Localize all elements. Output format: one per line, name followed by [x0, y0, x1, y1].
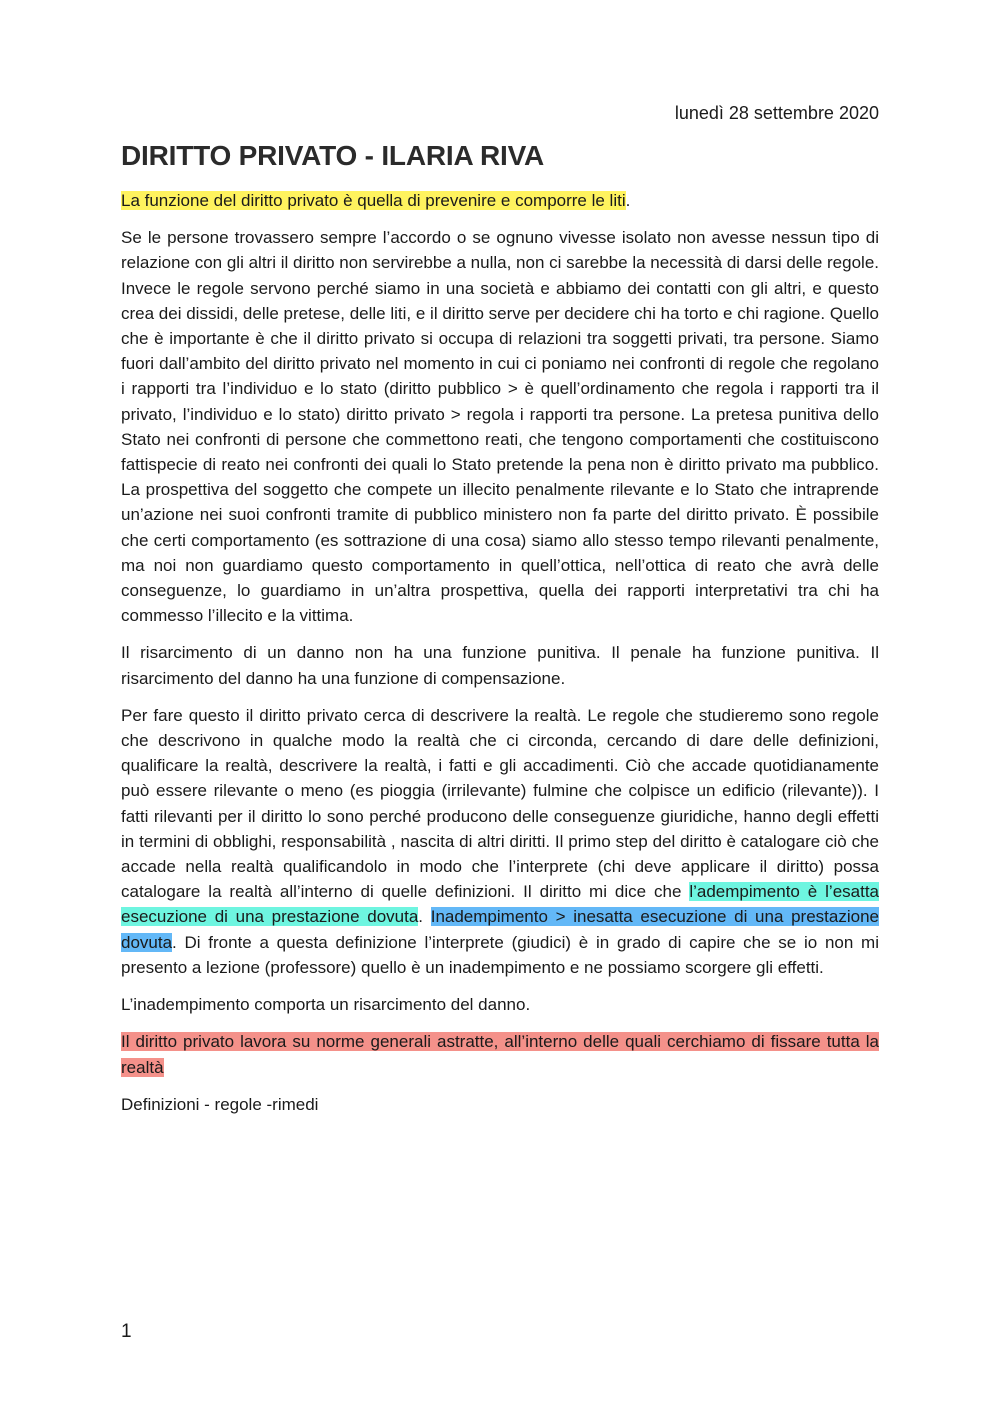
highlight-blue: Inadempimento > inesatta esecuzione di una prestazione dovuta — [121, 907, 879, 952]
paragraph-definitions-mid: . — [418, 907, 431, 927]
document-title: DIRITTO PRIVATO - ILARIA RIVA — [121, 140, 545, 171]
paragraph-breach: L’inadempimento comporta un risarcimento del danno. — [121, 995, 531, 1015]
paragraph-definitions-end: . Di fronte a questa definizione l’interprete (giudici) è in grado di capire che se io non mi presento a lezione (professore) quello è un inadempimento e ne possiamo scorgere gli effetti. — [121, 932, 879, 977]
document-body — [121, 188, 879, 1129]
paragraph-definitions-start: Per fare questo il diritto privato cerca di descrivere la realtà. Le regole che studieremo sono regole che descrivono in qualche modo la realtà che ci circonda, cercando di dare delle definizioni, qualificare la realtà, descrivere la realtà, i fatti e gli accadimenti. Ciò che accade quotidianamente può essere rilevante o meno (es pioggia (irrilevante) fulmine che colpisce un edificio (rilevante)). I fatti rilevanti per il diritto lo sono perché producono delle conseguenze giuridiche, hanno degli effetti in termini di obblighi, responsabilità , nascita di altri diritti. Il primo step del diritto è catalogare ciò che accade nella realtà qualificandolo in modo che l’interprete (chi deve applicare il diritto) possa catalogare la realtà all’interno di quelle definizioni. Il diritto mi dice che — [121, 705, 879, 902]
highlight-cyan: l’adempimento è l’esatta esecuzione di una prestazione dovuta — [121, 882, 879, 927]
paragraph-compensation: Il risarcimento di un danno non ha una funzione punitiva. Il penale ha funzione punitiva. Il risarcimento del danno ha una funzione di compensazione. — [121, 643, 879, 688]
paragraph-definitions — [121, 703, 879, 980]
paragraph-function — [121, 188, 879, 213]
paragraph-summary: Definizioni - regole -rimedi — [121, 1094, 319, 1114]
page-number: 1 — [121, 1321, 132, 1342]
document-date: lunedì 28 settembre 2020 — [674, 103, 879, 123]
paragraph-norms — [121, 1029, 879, 1079]
highlight-red: Il diritto privato lavora su norme generali astratte, all’interno delle quali cerchiamo di fissare tutta la realtà — [121, 1032, 879, 1077]
highlight-yellow: La funzione del diritto privato è quella di prevenire e comporre le liti — [121, 191, 626, 210]
paragraph-function-end: . — [625, 191, 631, 210]
paragraph-relations: Se le persone trovassero sempre l’accordo o se ognuno vivesse isolato non avesse nessun tipo di relazione con gli altri il diritto non servirebbe a nulla, non ci sarebbe la necessità di darsi delle regole. Invece le regole servono perché siamo in una società e abbiamo dei contatti con gli altri, e questo crea dei dissidi, delle pretese, delle liti, e il diritto serve per decidere chi ha torto e chi ragione. Quello che è importante è che il diritto privato si occupa di relazioni tra soggetti privati, tra persone. Siamo fuori dall’ambito del diritto privato nel momento in cui ci poniamo nei confronti di regole che regolano i rapporti tra l’individuo e lo stato (diritto pubblico > è quell’ordinamento che regola i rapporti tra il privato, l’individuo e lo stato) diritto privato > regola i rapporti tra persone. La pretesa punitiva dello Stato nei confronti di persone che commettono reati, che tengono comportamenti che costituiscono fattispecie di reato nei confronti dei quali lo Stato pretende la pena non è diritto privato ma pubblico. La prospettiva del soggetto che compete un illecito penalmente rilevante e lo Stato che intraprende un’azione nei suoi confronti tramite di pubblico ministero non fa parte del diritto privato. È possibile che certi comportamento (es sottrazione di una cosa) siamo allo stesso tempo rilevanti penalmente, ma noi non guardiamo questo comportamento in quell’ottica, nell’ottica di reato che avrà delle conseguenze, lo guardiamo in un’altra prospettiva, quella dei rapporti interpretativi tra chi ha commesso l’illecito e la vittima. — [121, 228, 879, 626]
